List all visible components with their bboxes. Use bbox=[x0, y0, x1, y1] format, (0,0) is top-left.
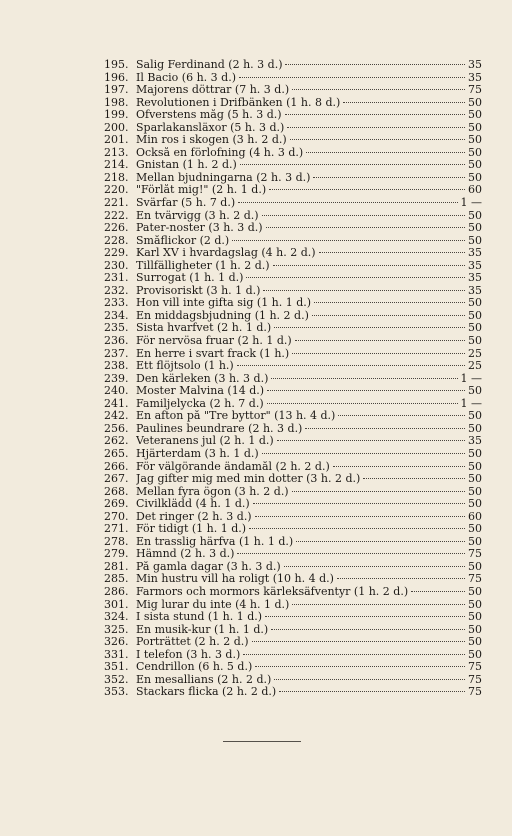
entry-price: 50 bbox=[468, 446, 482, 460]
entry-title: Ett flöjtsolo (1 h.) bbox=[136, 360, 234, 373]
entry-number: 201. bbox=[104, 133, 129, 147]
entry-title: Min hustru vill ha roligt (10 h. 4 d.) bbox=[136, 573, 334, 586]
entry-price: 50 bbox=[468, 120, 482, 134]
entry-price: 50 bbox=[468, 208, 482, 222]
catalog-entry bbox=[104, 410, 482, 423]
entry-title: Porträttet (2 h. 2 d.) bbox=[136, 636, 249, 649]
dot-leader bbox=[237, 553, 465, 554]
catalog-entry bbox=[104, 222, 482, 235]
entry-price: 1 — bbox=[460, 396, 482, 410]
entry-number: 266. bbox=[104, 459, 129, 473]
dot-leader bbox=[333, 466, 465, 467]
entry-title: Majorens döttrar (7 h. 3 d.) bbox=[136, 84, 290, 97]
catalog-entry bbox=[104, 297, 482, 310]
entry-title: Småflickor (2 d.) bbox=[136, 234, 230, 247]
entry-price: 75 bbox=[468, 672, 482, 686]
catalog-entry bbox=[104, 285, 482, 298]
entry-title: En middagsbjudning (1 h. 2 d.) bbox=[136, 309, 309, 322]
entry-price: 50 bbox=[468, 145, 482, 159]
entry-title: En tvärvigg (3 h. 2 d.) bbox=[136, 209, 259, 222]
entry-title: Gnistan (1 h. 2 d.) bbox=[136, 159, 237, 172]
entry-price: 50 bbox=[468, 308, 482, 322]
dot-leader bbox=[240, 164, 465, 165]
dot-leader bbox=[266, 227, 465, 228]
dot-leader bbox=[262, 453, 465, 454]
dot-leader bbox=[271, 629, 465, 630]
catalog-entry bbox=[104, 84, 482, 97]
entry-number: 234. bbox=[104, 308, 129, 322]
dot-leader bbox=[319, 252, 465, 253]
entry-number: 241. bbox=[104, 396, 129, 410]
dot-leader bbox=[338, 415, 465, 416]
entry-title: Civilklädd (4 h. 1 d.) bbox=[136, 498, 250, 511]
entry-number: 240. bbox=[104, 384, 129, 398]
catalog-entry bbox=[104, 448, 482, 461]
catalog-entry bbox=[104, 661, 482, 674]
entry-title: I telefon (3 h. 3 d.) bbox=[136, 648, 241, 661]
dot-leader bbox=[337, 578, 465, 579]
entry-price: 50 bbox=[468, 610, 482, 624]
catalog-entry bbox=[104, 599, 482, 612]
dot-leader bbox=[269, 189, 465, 190]
catalog-entry bbox=[104, 398, 482, 411]
entry-price: 50 bbox=[468, 158, 482, 172]
entry-number: 230. bbox=[104, 258, 129, 272]
entry-number: 268. bbox=[104, 484, 129, 498]
entry-number: 325. bbox=[104, 622, 129, 636]
dot-leader bbox=[267, 390, 465, 391]
entry-title: Hon vill inte gifta sig (1 h. 1 d.) bbox=[136, 297, 312, 310]
entry-number: 197. bbox=[104, 83, 129, 97]
entry-price: 35 bbox=[468, 283, 482, 297]
dot-leader bbox=[292, 604, 465, 605]
entry-title: Moster Malvina (14 d.) bbox=[136, 385, 265, 398]
catalog-entry bbox=[104, 360, 482, 373]
entry-number: 226. bbox=[104, 221, 129, 235]
catalog-entry bbox=[104, 649, 482, 662]
catalog-entry bbox=[104, 586, 482, 599]
dot-leader bbox=[343, 102, 465, 103]
catalog-entry bbox=[104, 435, 482, 448]
entry-title: På gamla dagar (3 h. 3 d.) bbox=[136, 560, 281, 573]
play-catalog-list bbox=[104, 59, 482, 699]
entry-number: 196. bbox=[104, 70, 129, 84]
entry-title: I sista stund (1 h. 1 d.) bbox=[136, 611, 263, 624]
entry-number: 265. bbox=[104, 446, 129, 460]
entry-title: En mesallians (2 h. 2 d.) bbox=[136, 673, 272, 686]
entry-number: 324. bbox=[104, 610, 129, 624]
entry-number: 239. bbox=[104, 371, 129, 385]
dot-leader bbox=[277, 440, 465, 441]
entry-title: Sparlakansläxor (5 h. 3 d.) bbox=[136, 121, 285, 134]
entry-title: Sista hvarfvet (2 h. 1 d.) bbox=[136, 322, 272, 335]
entry-price: 60 bbox=[468, 509, 482, 523]
entry-price: 50 bbox=[468, 472, 482, 486]
entry-title: Veteranens jul (2 h. 1 d.) bbox=[136, 435, 274, 448]
catalog-entry bbox=[104, 573, 482, 586]
entry-price: 50 bbox=[468, 170, 482, 184]
catalog-entry bbox=[104, 260, 482, 273]
entry-title: Familjelycka (2 h. 7 d.) bbox=[136, 397, 264, 410]
entry-title: Il Bacio (6 h. 3 d.) bbox=[136, 71, 236, 84]
entry-price: 50 bbox=[468, 334, 482, 348]
entry-title: Min ros i skogen (3 h. 2 d.) bbox=[136, 134, 287, 147]
dot-leader bbox=[285, 114, 465, 115]
entry-price: 50 bbox=[468, 635, 482, 649]
entry-price: 50 bbox=[468, 95, 482, 109]
entry-number: 352. bbox=[104, 672, 129, 686]
entry-title: Mellan fyra ögon (3 h. 2 d.) bbox=[136, 485, 289, 498]
dot-leader bbox=[292, 491, 465, 492]
entry-price: 25 bbox=[468, 346, 482, 360]
dot-leader bbox=[267, 403, 458, 404]
entry-price: 50 bbox=[468, 233, 482, 247]
entry-title: Farmors och mormors kärleksäfventyr (1 h. 2 d.) bbox=[136, 585, 409, 598]
catalog-entry bbox=[104, 159, 482, 172]
dot-leader bbox=[246, 277, 465, 278]
catalog-entry bbox=[104, 686, 482, 699]
entry-number: 267. bbox=[104, 472, 129, 486]
entry-price: 35 bbox=[468, 258, 482, 272]
dot-leader bbox=[285, 64, 465, 65]
entry-title: Öfverstens måg (5 h. 3 d.) bbox=[136, 109, 282, 122]
entry-price: 25 bbox=[468, 359, 482, 373]
entry-price: 35 bbox=[468, 58, 482, 71]
entry-number: 271. bbox=[104, 522, 129, 536]
dot-leader bbox=[274, 327, 465, 328]
dot-leader bbox=[262, 215, 465, 216]
catalog-entry bbox=[104, 122, 482, 135]
entry-number: 199. bbox=[104, 108, 129, 122]
catalog-entry bbox=[104, 548, 482, 561]
catalog-entry bbox=[104, 147, 482, 160]
entry-title: Det ringer (2 h. 3 d.) bbox=[136, 510, 252, 523]
entry-title: En trasslig härfva (1 h. 1 d.) bbox=[136, 535, 294, 548]
entry-price: 50 bbox=[468, 497, 482, 511]
dot-leader bbox=[243, 654, 465, 655]
entry-title: Tillfälligheter (1 h. 2 d.) bbox=[136, 259, 270, 272]
entry-number: 198. bbox=[104, 95, 129, 109]
catalog-entry bbox=[104, 235, 482, 248]
entry-number: 233. bbox=[104, 296, 129, 310]
dot-leader bbox=[255, 516, 465, 517]
dot-leader bbox=[238, 202, 457, 203]
entry-number: 195. bbox=[104, 58, 129, 71]
entry-title: Stackars flicka (2 h. 2 d.) bbox=[136, 686, 277, 699]
entry-price: 50 bbox=[468, 622, 482, 636]
entry-number: 229. bbox=[104, 246, 129, 260]
entry-price: 75 bbox=[468, 83, 482, 97]
entry-number: 286. bbox=[104, 584, 129, 598]
entry-price: 75 bbox=[468, 685, 482, 699]
catalog-entry bbox=[104, 636, 482, 649]
catalog-entry bbox=[104, 109, 482, 122]
entry-price: 50 bbox=[468, 459, 482, 473]
catalog-entry bbox=[104, 486, 482, 499]
dot-leader bbox=[296, 541, 465, 542]
entry-title: Salig Ferdinand (2 h. 3 d.) bbox=[136, 59, 283, 71]
entry-number: 281. bbox=[104, 559, 129, 573]
entry-price: 50 bbox=[468, 484, 482, 498]
entry-price: 50 bbox=[468, 584, 482, 598]
catalog-entry bbox=[104, 197, 482, 210]
entry-title: Karl XV i hvardagslag (4 h. 2 d.) bbox=[136, 247, 316, 260]
catalog-entry bbox=[104, 511, 482, 524]
entry-title: Pater-noster (3 h. 3 d.) bbox=[136, 222, 263, 235]
entry-price: 75 bbox=[468, 660, 482, 674]
entry-number: 236. bbox=[104, 334, 129, 348]
catalog-entry bbox=[104, 72, 482, 85]
dot-leader bbox=[290, 139, 465, 140]
entry-title: Mig lurar du inte (4 h. 1 d.) bbox=[136, 598, 290, 611]
dot-leader bbox=[232, 240, 465, 241]
entry-price: 50 bbox=[468, 421, 482, 435]
entry-price: 50 bbox=[468, 133, 482, 147]
entry-price: 50 bbox=[468, 522, 482, 536]
entry-price: 1 — bbox=[460, 196, 482, 210]
entry-price: 35 bbox=[468, 70, 482, 84]
entry-number: 214. bbox=[104, 158, 129, 172]
dot-leader bbox=[263, 290, 465, 291]
catalog-entry bbox=[104, 59, 482, 72]
catalog-entry bbox=[104, 611, 482, 624]
entry-title: Jag gifter mig med min dotter (3 h. 2 d.) bbox=[136, 473, 361, 486]
entry-number: 331. bbox=[104, 647, 129, 661]
entry-title: För välgörande ändamål (2 h. 2 d.) bbox=[136, 460, 330, 473]
entry-price: 75 bbox=[468, 572, 482, 586]
entry-title: Paulines beundrare (2 h. 3 d.) bbox=[136, 422, 303, 435]
entry-number: 220. bbox=[104, 183, 129, 197]
entry-number: 242. bbox=[104, 409, 129, 423]
dot-leader bbox=[287, 127, 465, 128]
dot-leader bbox=[292, 353, 465, 354]
dot-leader bbox=[249, 528, 465, 529]
entry-number: 200. bbox=[104, 120, 129, 134]
dot-leader bbox=[295, 340, 465, 341]
entry-title: Cendrillon (6 h. 5 d.) bbox=[136, 661, 253, 674]
entry-title: För tidigt (1 h. 1 d.) bbox=[136, 523, 247, 536]
dot-leader bbox=[292, 89, 465, 90]
entry-price: 50 bbox=[468, 321, 482, 335]
entry-number: 228. bbox=[104, 233, 129, 247]
catalog-entry bbox=[104, 523, 482, 536]
entry-title: Provisoriskt (3 h. 1 d.) bbox=[136, 284, 261, 297]
entry-price: 35 bbox=[468, 271, 482, 285]
catalog-entry bbox=[104, 335, 482, 348]
entry-number: 278. bbox=[104, 534, 129, 548]
entry-price: 60 bbox=[468, 183, 482, 197]
entry-number: 270. bbox=[104, 509, 129, 523]
entry-number: 221. bbox=[104, 196, 129, 210]
dot-leader bbox=[255, 666, 465, 667]
entry-title: Svärfar (5 h. 7 d.) bbox=[136, 197, 236, 210]
dot-leader bbox=[305, 428, 465, 429]
entry-price: 50 bbox=[468, 597, 482, 611]
entry-title: En musik-kur (1 h. 1 d.) bbox=[136, 623, 269, 636]
entry-price: 35 bbox=[468, 246, 482, 260]
catalog-entry bbox=[104, 172, 482, 185]
entry-title: Hjärterdam (3 h. 1 d.) bbox=[136, 447, 259, 460]
dot-leader bbox=[363, 478, 465, 479]
dot-leader bbox=[411, 591, 465, 592]
catalog-entry bbox=[104, 134, 482, 147]
catalog-entry bbox=[104, 624, 482, 637]
entry-title: En afton på "Tre byttor" (13 h. 4 d.) bbox=[136, 410, 336, 423]
entry-number: 218. bbox=[104, 170, 129, 184]
entry-title: Hämnd (2 h. 3 d.) bbox=[136, 548, 235, 561]
entry-price: 50 bbox=[468, 108, 482, 122]
entry-price: 50 bbox=[468, 559, 482, 573]
dot-leader bbox=[271, 378, 457, 379]
catalog-entry bbox=[104, 310, 482, 323]
entry-number: 213. bbox=[104, 145, 129, 159]
catalog-entry bbox=[104, 498, 482, 511]
entry-title: En herre i svart frack (1 h.) bbox=[136, 347, 290, 360]
dot-leader bbox=[252, 641, 465, 642]
closing-rule bbox=[223, 741, 301, 742]
entry-number: 353. bbox=[104, 685, 129, 699]
catalog-entry bbox=[104, 461, 482, 474]
entry-number: 222. bbox=[104, 208, 129, 222]
entry-number: 238. bbox=[104, 359, 129, 373]
entry-title: Också en förlofning (4 h. 3 d.) bbox=[136, 146, 304, 159]
catalog-entry bbox=[104, 561, 482, 574]
catalog-entry bbox=[104, 97, 482, 110]
dot-leader bbox=[313, 177, 465, 178]
catalog-entry bbox=[104, 348, 482, 361]
catalog-entry bbox=[104, 473, 482, 486]
entry-price: 50 bbox=[468, 534, 482, 548]
entry-price: 35 bbox=[468, 434, 482, 448]
entry-number: 301. bbox=[104, 597, 129, 611]
catalog-entry bbox=[104, 373, 482, 386]
dot-leader bbox=[314, 302, 465, 303]
catalog-entry bbox=[104, 247, 482, 260]
dot-leader bbox=[273, 265, 465, 266]
dot-leader bbox=[253, 503, 465, 504]
entry-number: 237. bbox=[104, 346, 129, 360]
entry-title: För nervösa fruar (2 h. 1 d.) bbox=[136, 335, 292, 348]
entry-title: Surrogat (1 h. 1 d.) bbox=[136, 272, 244, 285]
catalog-entry bbox=[104, 385, 482, 398]
dot-leader bbox=[265, 616, 465, 617]
catalog-entry bbox=[104, 674, 482, 687]
entry-number: 269. bbox=[104, 497, 129, 511]
entry-number: 285. bbox=[104, 572, 129, 586]
entry-price: 50 bbox=[468, 647, 482, 661]
dot-leader bbox=[312, 315, 465, 316]
entry-price: 50 bbox=[468, 409, 482, 423]
catalog-entry bbox=[104, 423, 482, 436]
catalog-entry bbox=[104, 184, 482, 197]
entry-title: Mellan bjudningarna (2 h. 3 d.) bbox=[136, 171, 311, 184]
entry-price: 1 — bbox=[460, 371, 482, 385]
dot-leader bbox=[279, 691, 465, 692]
entry-price: 75 bbox=[468, 547, 482, 561]
dot-leader bbox=[284, 566, 465, 567]
dot-leader bbox=[237, 365, 465, 366]
entry-price: 50 bbox=[468, 221, 482, 235]
dot-leader bbox=[239, 77, 465, 78]
entry-number: 232. bbox=[104, 283, 129, 297]
entry-number: 256. bbox=[104, 421, 129, 435]
catalog-entry bbox=[104, 272, 482, 285]
entry-number: 351. bbox=[104, 660, 129, 674]
catalog-entry bbox=[104, 536, 482, 549]
entry-title: Revolutionen i Drifbänken (1 h. 8 d.) bbox=[136, 96, 341, 109]
entry-number: 262. bbox=[104, 434, 129, 448]
dot-leader bbox=[274, 679, 465, 680]
catalog-entry bbox=[104, 210, 482, 223]
entry-title: Den kärleken (3 h. 3 d.) bbox=[136, 372, 269, 385]
entry-number: 231. bbox=[104, 271, 129, 285]
catalog-entry bbox=[104, 322, 482, 335]
entry-price: 50 bbox=[468, 296, 482, 310]
entry-number: 235. bbox=[104, 321, 129, 335]
entry-number: 326. bbox=[104, 635, 129, 649]
entry-price: 50 bbox=[468, 384, 482, 398]
entry-title: "Förlåt mig!" (2 h. 1 d.) bbox=[136, 184, 267, 197]
entry-number: 279. bbox=[104, 547, 129, 561]
dot-leader bbox=[306, 152, 465, 153]
